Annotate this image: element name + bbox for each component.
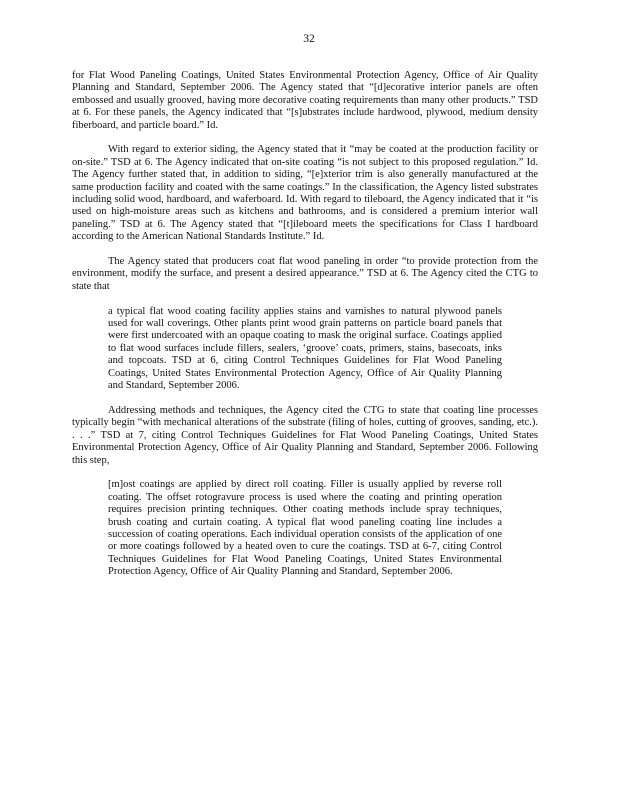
paragraph-continued: for Flat Wood Paneling Coatings, United States Environmental Protection Agency, Office of Air Quality Planning and Standard, September 2006. The Agency stated that “[d]ecorative interior panels are often embossed and usually grooved, having more decorative coating requirements than many other products.” TSD at 6. For these panels, the Agency indicated that “[s]ubstrates include hardwood, plywood, medium density fiberboard, and particle board.” Id.: [72, 70, 538, 131]
paragraph-exterior-siding: With regard to exterior siding, the Agency stated that it “may be coated at the production facility or on-site.” TSD at 6. The Agency indicated that on-site coating “is not subject to this proposed regulation.” Id. The Agency further stated that, in addition to siding, “[e]xterior trim is also generally manufactured at the same production facility and coated with the same coatings.” In the classification, the Agency listed substrates including solid wood, hardboard, and waferboard. Id. With regard to tileboard, the Agency indicated that it “is used on high-moisture areas such as kitchens and bathrooms, and is considered a premium interior wall paneling.” TSD at 6. The Agency stated that “[t]ileboard meets the specifications for Class I hardboard according to the American National Standards Institute.” Id.: [72, 144, 538, 243]
paragraph-methods-techniques: Addressing methods and techniques, the Agency cited the CTG to state that coating line processes typically begin “with mechanical alterations of the substrate (filing of holes, cutting of grooves, sanding, etc.). . . .” TSD at 7, citing Control Techniques Guidelines for Flat Wood Paneling Coatings, United States Environmental Protection Agency, Office of Air Quality Planning and Standard, September 2006. Following this step,: [72, 404, 538, 466]
paragraph-producers-coat: The Agency stated that producers coat flat wood paneling in order “to provide protection from the environment, modify the surface, and present a desired appearance.” TSD at 6. The Agency cited the CTG to state that: [72, 256, 538, 292]
block-quote-coating-application: [m]ost coatings are applied by direct roll coating. Filler is usually applied by reverse roll coating. The offset rotogravure process is used where the coating and printing operation requires precision printing techniques. Other coating methods include spray techniques, brush coating and curtain coating. A typical flat wood paneling coating line includes a succession of coating operations. Each individual operation consists of the application of one or more coatings followed by a heated oven to cure the coatings. TSD at 6-7, citing Control Techniques Guidelines for Flat Wood Paneling Coatings, United States Environmental Protection Agency, Office of Air Quality Planning and Standard, September 2006.: [108, 479, 502, 578]
page-number: 32: [303, 33, 315, 45]
document-body: [72, 70, 538, 591]
block-quote-typical-facility: a typical flat wood coating facility applies stains and varnishes to natural plywood panels used for wall coverings. Other plants print wood grain patterns on particle board panels that were first undercoated with an opaque coating to mask the original surface. Coatings applied to flat wood surfaces include fillers, sealers, ‘groove’ coats, primers, stains, basecoats, inks and topcoats. TSD at 6, citing Control Techniques Guidelines for Flat Wood Paneling Coatings, United States Environmental Protection Agency, Office of Air Quality Planning and Standard, September 2006.: [108, 305, 502, 392]
